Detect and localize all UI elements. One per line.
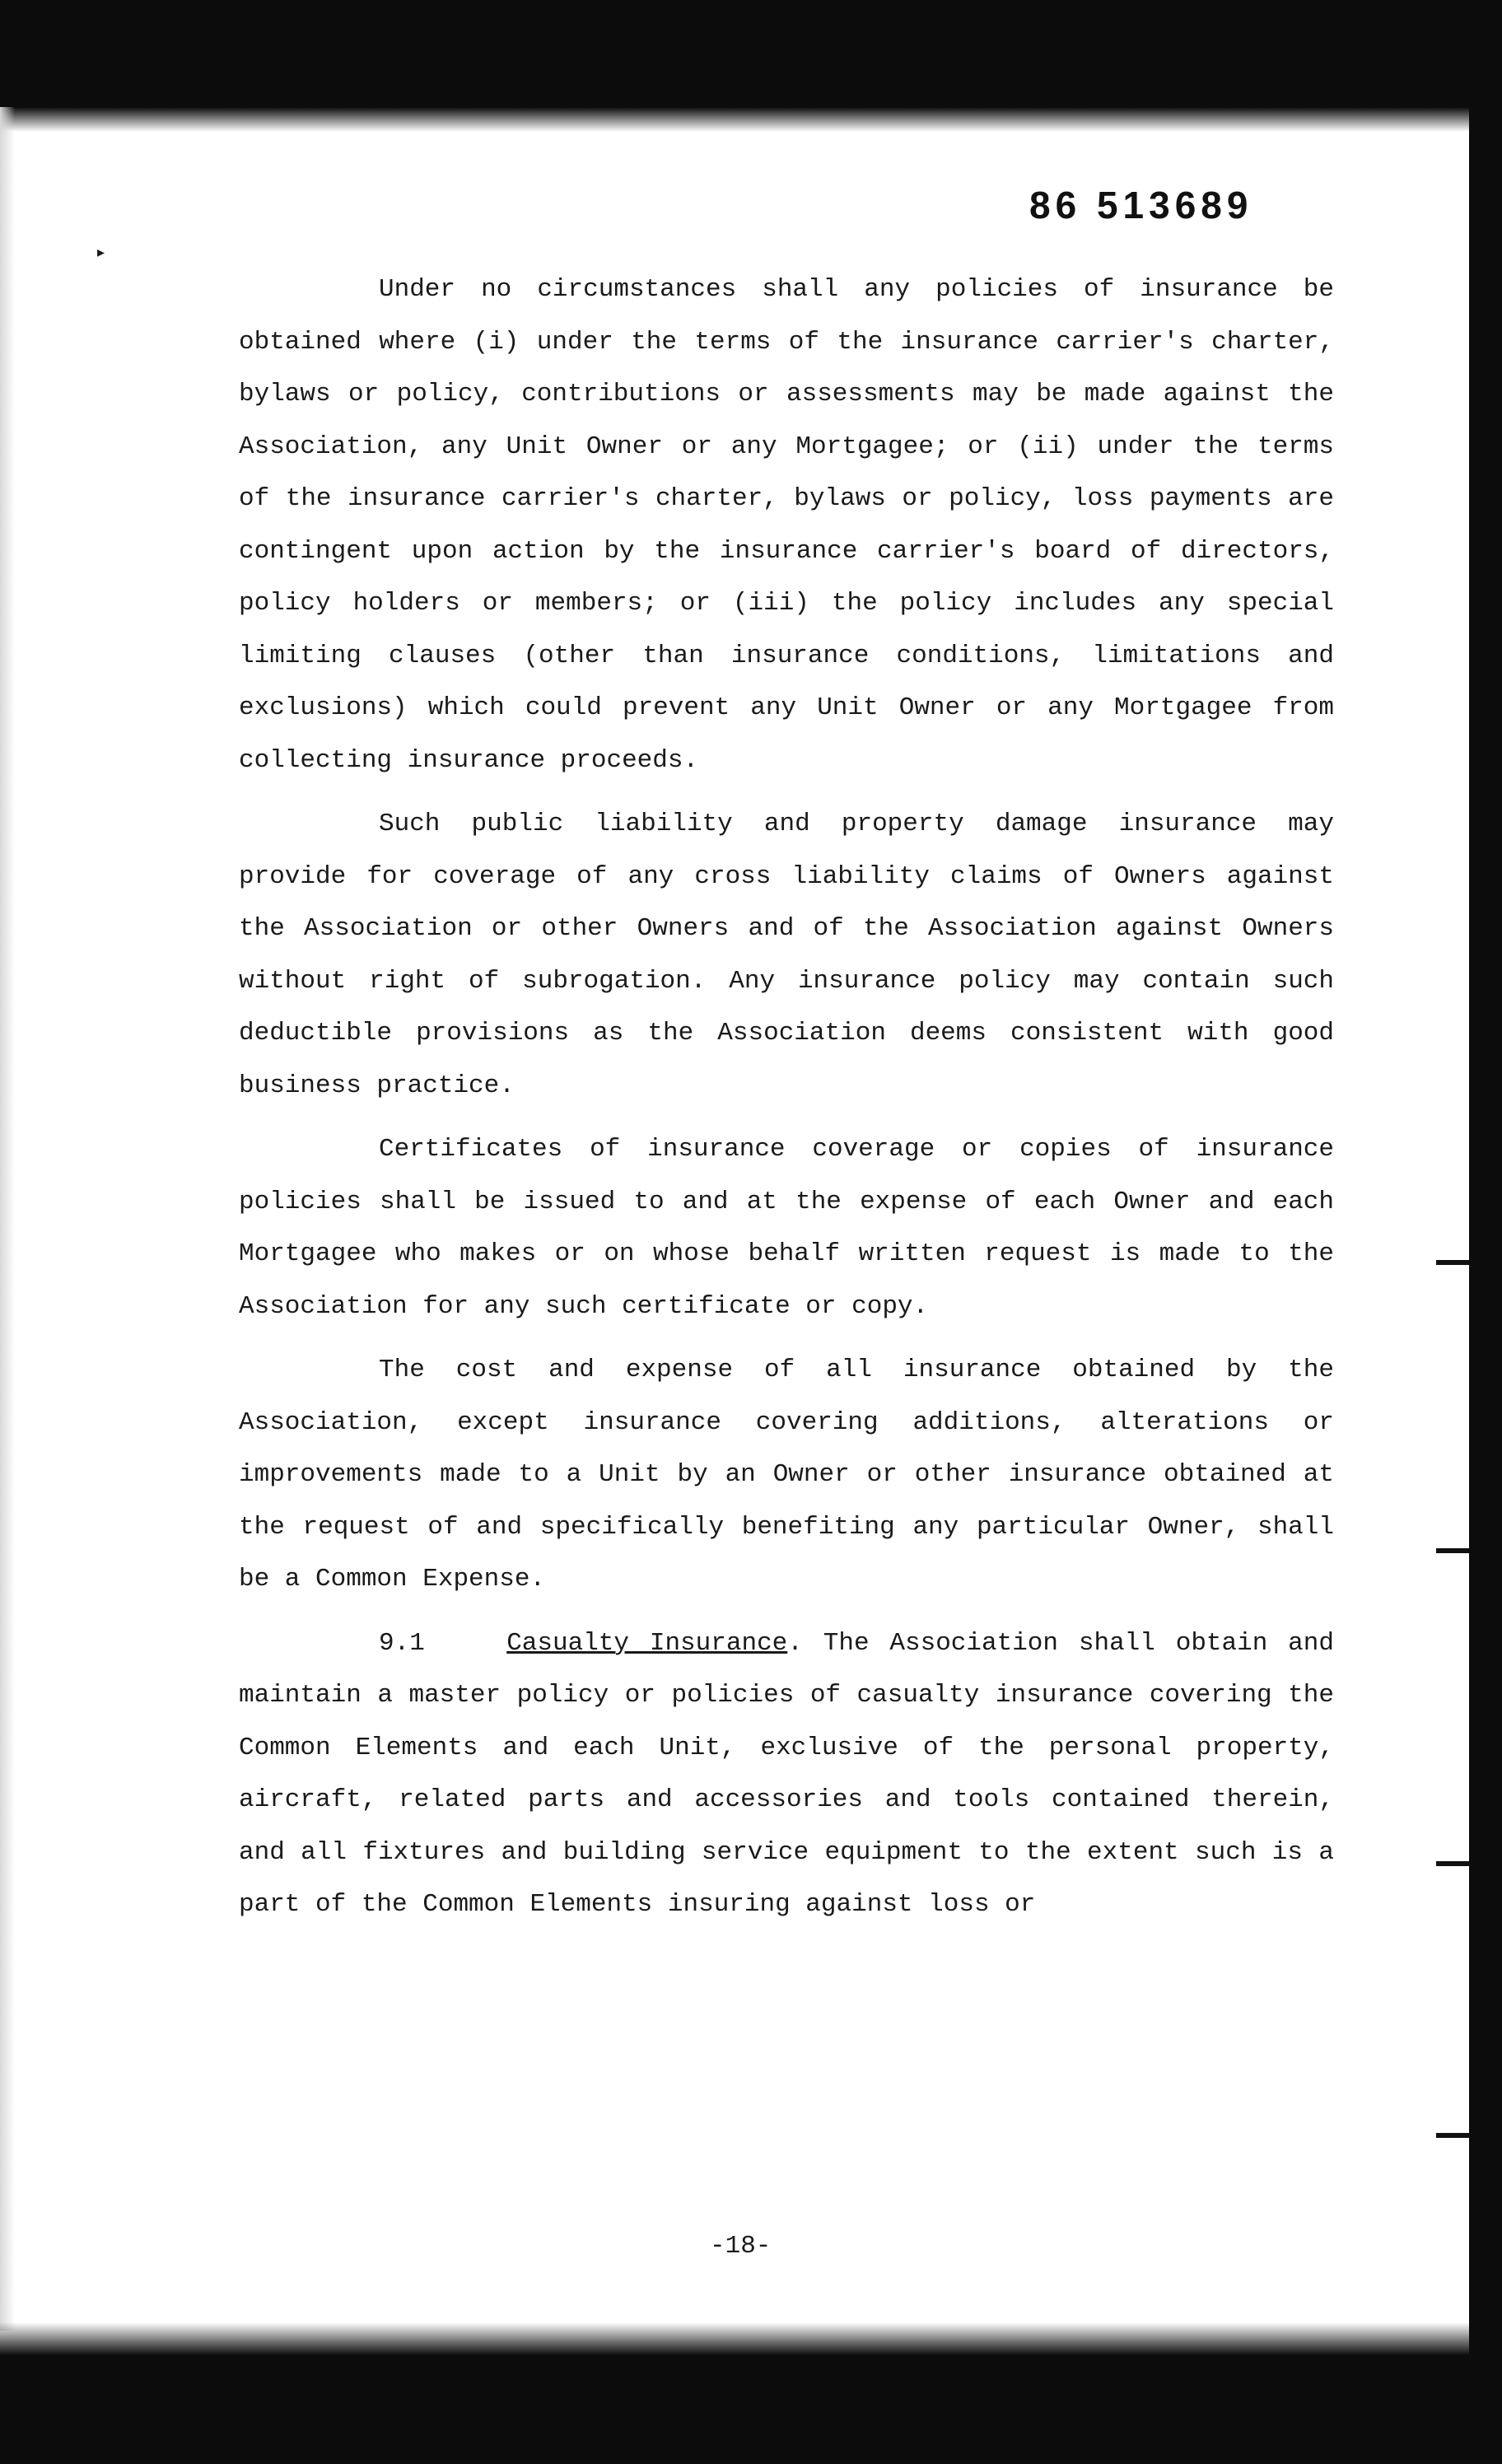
section-heading-punct: .: [787, 1628, 803, 1658]
paragraph: Under no circumstances shall any policies of insurance be obtained where (i) under the terms of the insurance carrier's charter, bylaws or policy, contributions or assessments may be made against the Association, any Unit Owner or any Mortgagee; or (ii) under the terms of the insurance carrier's charter, bylaws or policy, loss payments are contingent upon action by the insurance carrier's board of directors, policy holders or members; or (iii) the policy includes any special limiting clauses (other than insurance conditions, limitations and exclusions) which could prevent any Unit Owner or any Mortgagee from collecting insurance proceeds.: [239, 275, 1334, 775]
page-number: -18-: [710, 2232, 772, 2261]
scan-edge-mark: [1436, 2133, 1469, 2138]
paragraph: Certificates of insurance coverage or copies of insurance policies shall be issued to and at the expense of each Owner and each Mortgagee who makes or on whose behalf written request is made to the Association for any such certificate or copy.: [239, 1135, 1334, 1321]
section-body: The Association shall obtain and maintain a master policy or policies of casualty insurance covering the Common Elements and each Unit, exclusive of the personal property, aircraft, related parts and accessories and tools contained therein, and all fixtures and building service equipment to the extent such is a part of the Common Elements insuring against loss or: [239, 1628, 1334, 1919]
margin-mark: ▸: [97, 244, 105, 261]
document-number: 86 513689: [1029, 184, 1253, 226]
scan-shadow-bottom: [0, 2322, 1502, 2355]
scan-edge-mark: [1436, 1260, 1469, 1265]
scan-edge-mark: [1436, 1548, 1469, 1553]
scan-shadow-left: [0, 107, 15, 2331]
scan-border-bottom: [0, 2355, 1502, 2464]
body-text: [239, 264, 1334, 1943]
section-heading: Casualty Insurance: [506, 1628, 788, 1658]
scan-border-right: [1469, 0, 1502, 2464]
scan-edge-mark: [1436, 1861, 1469, 1866]
paragraph: The cost and expense of all insurance obtained by the Association, except insurance covering additions, alterations or improvements made to a Unit by an Owner or other insurance obtained at the request of and specifically benefiting any particular Owner, shall be a Common Expense.: [239, 1356, 1334, 1594]
section-9-1: [239, 1617, 1334, 1931]
paragraph: Such public liability and property damage insurance may provide for coverage of any cross liability claims of Owners against the Association or other Owners and of the Association against Owners without right of subrogation. Any insurance policy may contain such deductible provisions as the Association deems consistent with good business practice.: [239, 810, 1334, 1100]
scan-shadow-top: [0, 107, 1502, 132]
section-number: 9.1: [379, 1628, 425, 1658]
scan-border-top: [0, 0, 1502, 107]
